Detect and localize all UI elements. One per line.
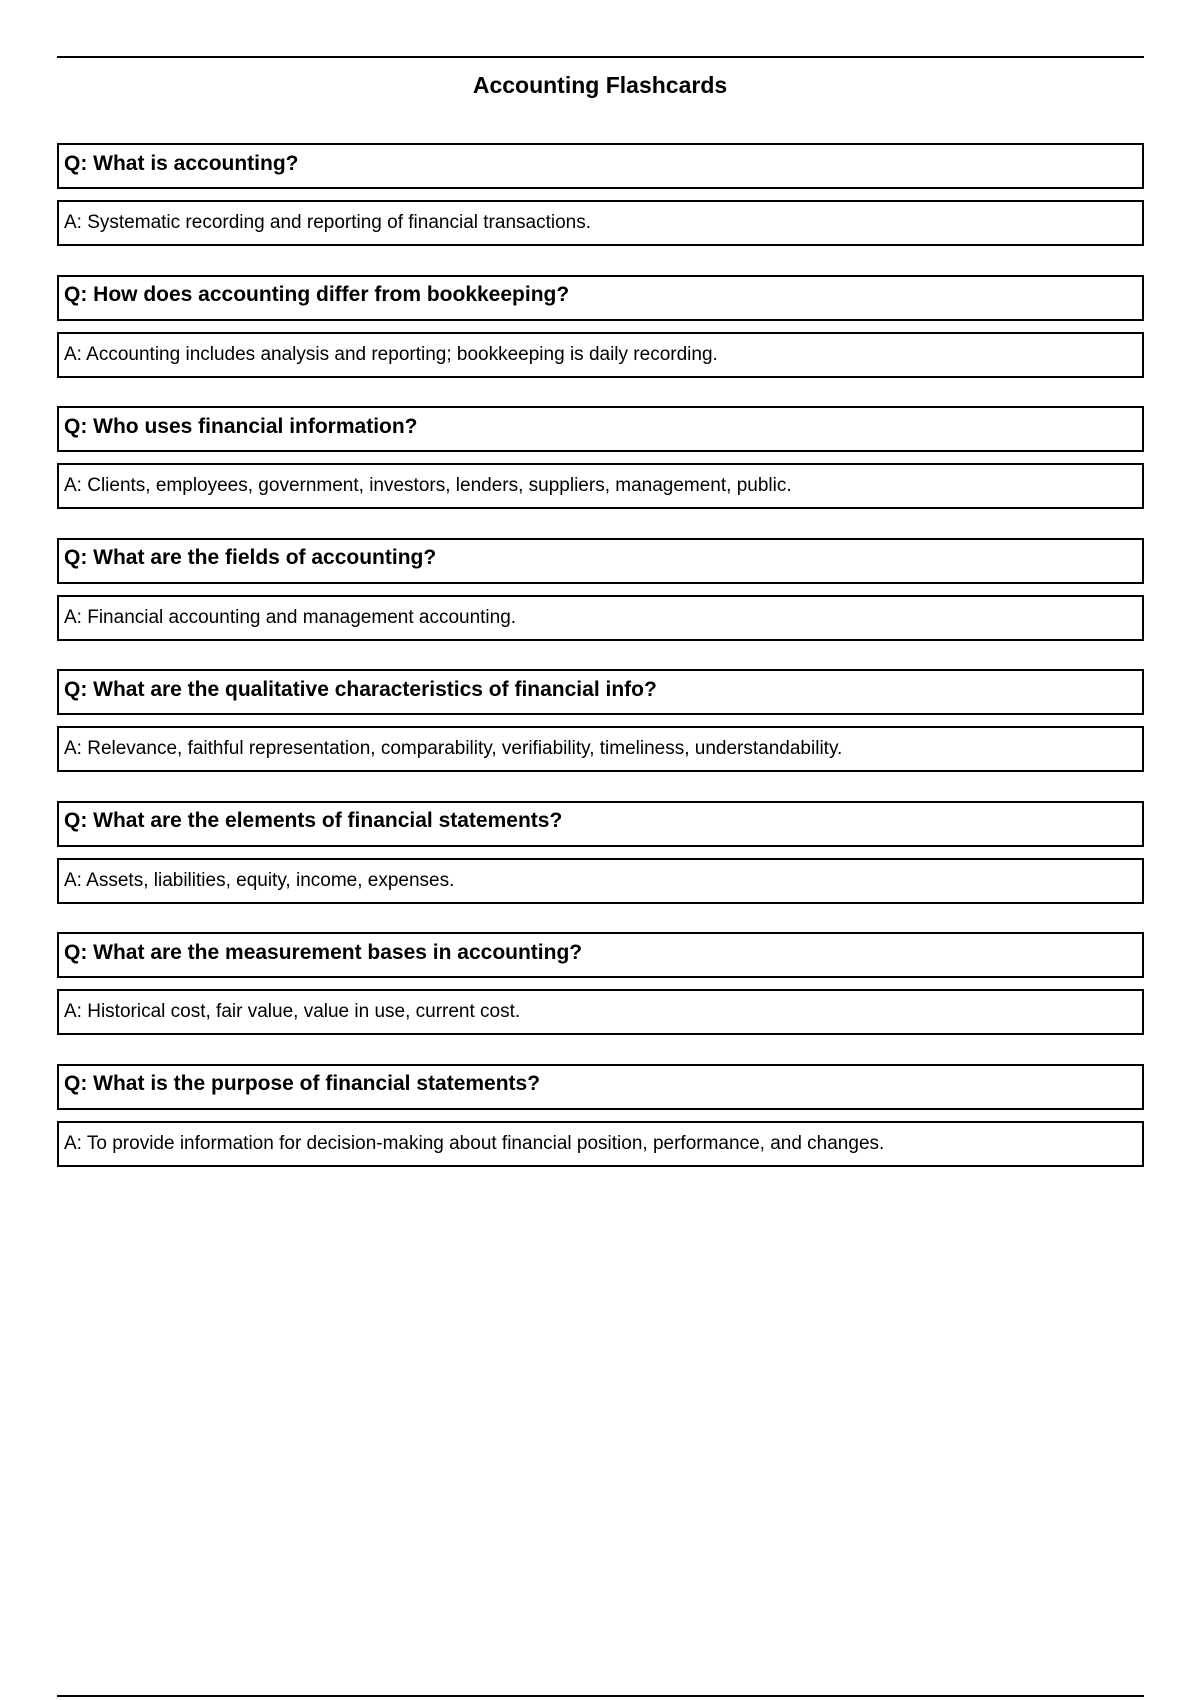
top-rule — [57, 56, 1144, 58]
answer-box: A: To provide information for decision-making about financial position, performance, and changes. — [57, 1121, 1144, 1167]
question-box: Q: How does accounting differ from bookkeeping? — [57, 275, 1144, 321]
flashcard-8 — [57, 1064, 1144, 1196]
flashcard-3 — [57, 406, 1144, 538]
page-title: Accounting Flashcards — [472, 72, 728, 98]
flashcard-1 — [57, 143, 1144, 275]
flashcard-5 — [57, 669, 1144, 801]
flashcard-6 — [57, 801, 1144, 933]
question-box: Q: What is accounting? — [57, 143, 1144, 189]
question-box: Q: What is the purpose of financial statements? — [57, 1064, 1144, 1110]
answer-box: A: Systematic recording and reporting of financial transactions. — [57, 200, 1144, 246]
question-box: Q: What are the elements of financial statements? — [57, 801, 1144, 847]
flashcard-list — [57, 143, 1144, 1195]
answer-box: A: Clients, employees, government, investors, lenders, suppliers, management, public. — [57, 463, 1144, 509]
answer-box: A: Relevance, faithful representation, comparability, verifiability, timeliness, understandability. — [57, 726, 1144, 772]
flashcard-2 — [57, 275, 1144, 407]
answer-box: A: Assets, liabilities, equity, income, expenses. — [57, 858, 1144, 904]
question-box: Q: Who uses financial information? — [57, 406, 1144, 452]
flashcard-4 — [57, 538, 1144, 670]
bottom-rule — [57, 1695, 1144, 1697]
question-box: Q: What are the fields of accounting? — [57, 538, 1144, 584]
question-box: Q: What are the qualitative characteristics of financial info? — [57, 669, 1144, 715]
flashcard-7 — [57, 932, 1144, 1064]
answer-box: A: Accounting includes analysis and reporting; bookkeeping is daily recording. — [57, 332, 1144, 378]
answer-box: A: Historical cost, fair value, value in use, current cost. — [57, 989, 1144, 1035]
question-box: Q: What are the measurement bases in accounting? — [57, 932, 1144, 978]
answer-box: A: Financial accounting and management accounting. — [57, 595, 1144, 641]
